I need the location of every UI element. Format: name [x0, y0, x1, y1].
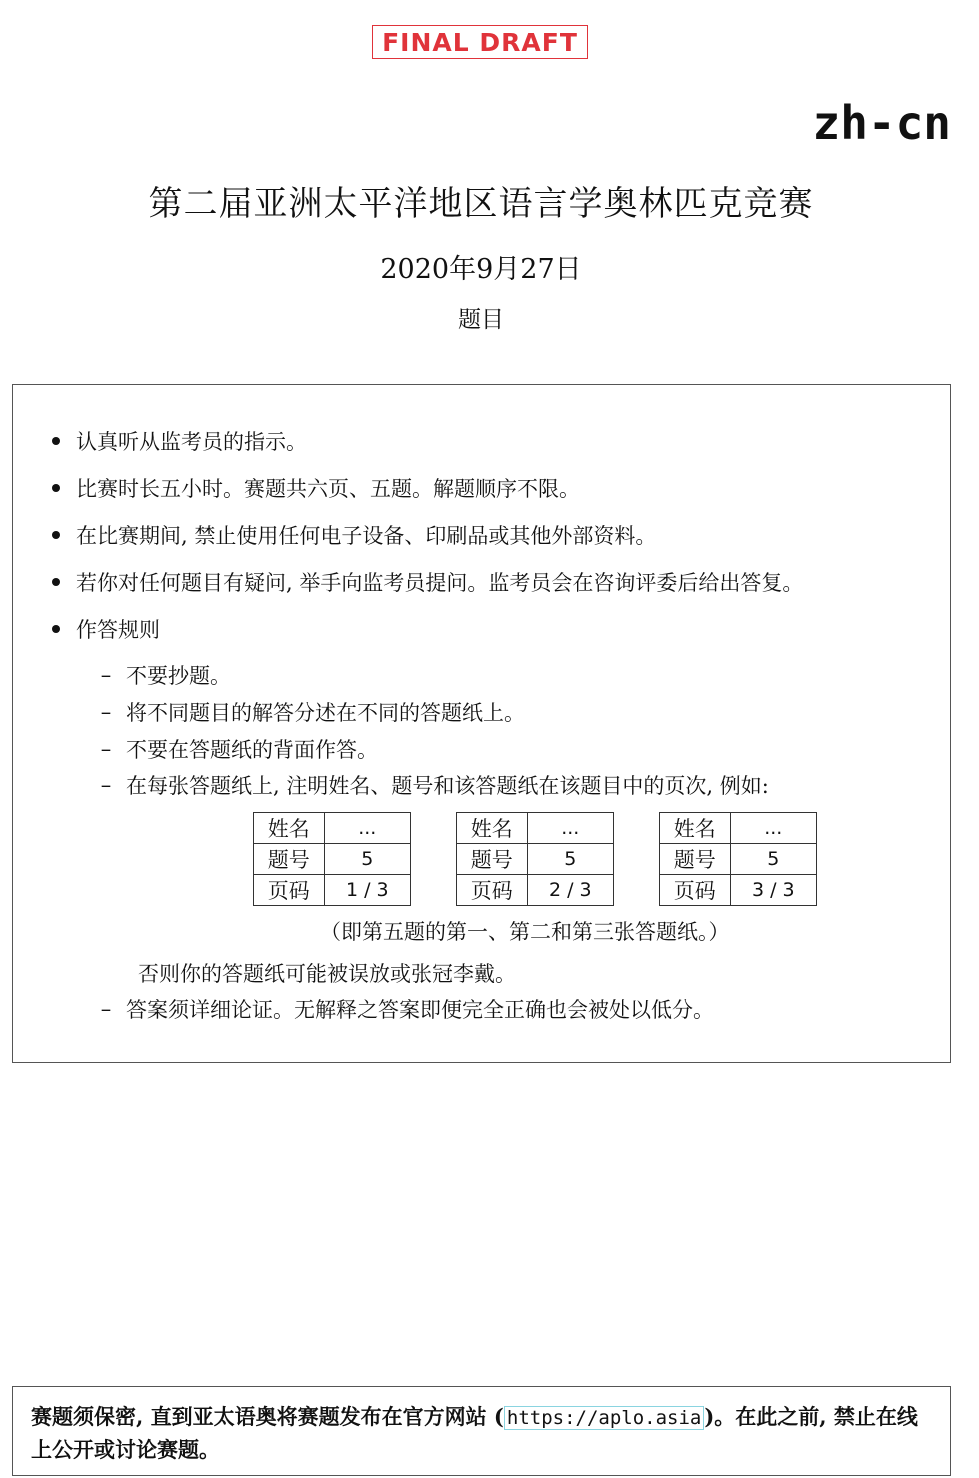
example-answer-table [456, 812, 614, 906]
bullet-icon [52, 531, 60, 539]
page-value: 1 / 3 [324, 875, 410, 906]
bullet-icon [52, 625, 60, 633]
bullet-icon [52, 437, 60, 445]
rule-text: 作答规则 [76, 618, 160, 642]
contest-date: 2020年9月27日 [380, 254, 582, 285]
rule-item [52, 614, 160, 644]
dash-icon: – [100, 700, 112, 724]
name-label: 姓名 [457, 813, 528, 844]
dash-icon: – [100, 663, 112, 687]
problem-value: 5 [730, 844, 816, 875]
example-answer-table [659, 812, 817, 906]
page-label: 页码 [254, 875, 325, 906]
page-label: 页码 [660, 875, 731, 906]
bullet-icon [52, 484, 60, 492]
rule-item [52, 473, 580, 503]
notice-text-start: 赛题须保密, 直到亚太语奥将赛题发布在官方网站 ( [31, 1404, 504, 1429]
page-title: 第二届亚洲太平洋地区语言学奥林匹克竞赛 [148, 184, 814, 224]
problem-value: 5 [527, 844, 613, 875]
confidentiality-notice [12, 1386, 951, 1476]
answer-rule-item [100, 697, 525, 727]
rule-item [52, 426, 307, 456]
name-label: 姓名 [660, 813, 731, 844]
official-website-link[interactable]: https://aplo.asia [504, 1406, 704, 1430]
rule-item [52, 520, 656, 550]
problem-label: 题号 [254, 844, 325, 875]
answer-rule-item [100, 734, 378, 764]
name-value: ... [324, 813, 410, 844]
page-label: 页码 [457, 875, 528, 906]
rule-text: 若你对任何题目有疑问, 举手向监考员提问。监考员会在咨询评委后给出答复。 [76, 571, 804, 595]
bullet-icon [52, 578, 60, 586]
answer-rule-text: 不要在答题纸的背面作答。 [126, 738, 378, 762]
notice-text-end: )。在此之前, 禁止在线上公开或讨论赛题。 [31, 1404, 918, 1462]
problem-value: 5 [324, 844, 410, 875]
answer-rule-item [100, 994, 714, 1024]
name-value: ... [730, 813, 816, 844]
answer-rule-text: 将不同题目的解答分述在不同的答题纸上。 [126, 701, 525, 725]
otherwise-note: 否则你的答题纸可能被误放或张冠李戴。 [138, 962, 516, 986]
answer-rule-text: 不要抄题。 [126, 664, 231, 688]
name-value: ... [527, 813, 613, 844]
final-draft-stamp: FINAL DRAFT [372, 25, 588, 59]
rule-text: 认真听从监考员的指示。 [76, 430, 307, 454]
dash-icon: – [100, 737, 112, 761]
answer-rule-item [100, 770, 769, 800]
answer-rule-text: 在每张答题纸上, 注明姓名、题号和该答题纸在该题目中的页次, 例如: [126, 774, 769, 798]
example-answer-table [253, 812, 411, 906]
problem-label: 题号 [457, 844, 528, 875]
page-subtitle: 题目 [458, 307, 504, 333]
rule-item [52, 567, 803, 597]
example-caption: （即第五题的第一、第二和第三张答题纸。） [320, 920, 730, 944]
answer-rule-item [100, 660, 231, 690]
answer-rule-text: 答案须详细论证。无解释之答案即便完全正确也会被处以低分。 [126, 998, 714, 1022]
dash-icon: – [100, 773, 112, 797]
page-value: 3 / 3 [730, 875, 816, 906]
dash-icon: – [100, 997, 112, 1021]
name-label: 姓名 [254, 813, 325, 844]
language-code: zh-cn [812, 96, 951, 150]
problem-label: 题号 [660, 844, 731, 875]
page-value: 2 / 3 [527, 875, 613, 906]
rule-text: 在比赛期间, 禁止使用任何电子设备、印刷品或其他外部资料。 [76, 524, 657, 548]
rule-text: 比赛时长五小时。赛题共六页、五题。解题顺序不限。 [76, 477, 580, 501]
